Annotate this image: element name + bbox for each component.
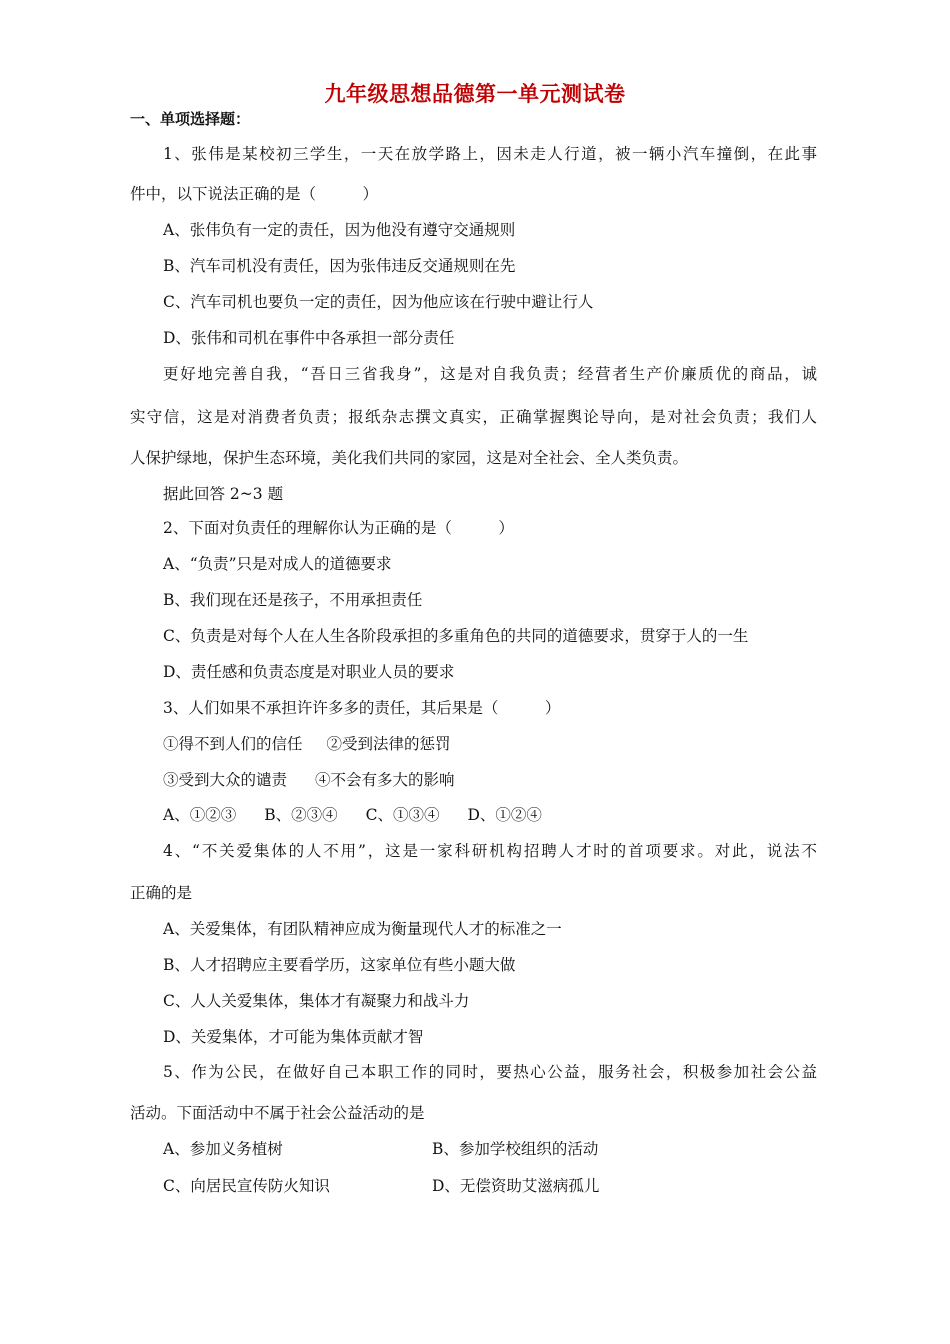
q4-option-d: D、关爱集体，才可能为集体贡献才智 [163,1028,424,1046]
q3-option-a: A、①②③ [163,806,237,824]
q1-stem-line2: 件中，以下说法正确的是（ ） [130,185,379,203]
q3-option-c: C、①③④ [365,806,440,824]
q4-option-a: A、关爱集体，有团队精神应成为衡量现代人才的标准之一 [163,920,562,938]
q3-stem: 3、人们如果不承担许许多多的责任，其后果是（ ） [163,699,561,717]
q4-stem-line2: 正确的是 [130,884,193,902]
q2-option-d: D、责任感和负责态度是对职业人员的要求 [163,663,455,681]
q3-item-4: ④不会有多大的影响 [315,771,455,789]
q4-option-b: B、人才招聘应主要看学历，这家单位有些小题大做 [163,956,516,974]
q1-option-b: B、汽车司机没有责任，因为张伟违反交通规则在先 [163,257,516,275]
q5-option-b: B、参加学校组织的活动 [432,1140,599,1158]
q3-item-3: ③受到大众的谴责 [163,771,288,789]
q2-option-a: A、“负责”只是对成人的道德要求 [163,555,392,573]
passage-line3: 人保护绿地，保护生态环境，美化我们共同的家园，这是对全社会、全人类负责。 [130,449,689,467]
q3-items-row2 [163,770,455,790]
q2-option-c: C、负责是对每个人在人生各阶段承担的多重角色的共同的道德要求，贯穿于人的一生 [163,627,749,645]
q5-option-a: A、参加义务植树 [163,1140,283,1158]
passage-line1: 更好地完善自我，“吾日三省我身”，这是对自我负责；经营者生产价廉质优的商品，诚 [163,365,817,383]
q3-options-row [163,805,542,825]
q2-stem: 2、下面对负责任的理解你认为正确的是（ ） [163,519,514,537]
q4-option-c: C、人人关爱集体，集体才有凝聚力和战斗力 [163,992,470,1010]
q1-option-a: A、张伟负有一定的责任，因为他没有遵守交通规则 [163,221,516,239]
q1-option-d: D、张伟和司机在事件中各承担一部分责任 [163,329,455,347]
q5-stem-line1: 5、作为公民，在做好自己本职工作的同时，要热心公益，服务社会，积极参加社会公益 [163,1063,817,1081]
q5-option-d: D、无偿资助艾滋病孤儿 [432,1177,600,1195]
q5-option-c: C、向居民宣传防火知识 [163,1177,330,1195]
q1-stem-line1: 1、张伟是某校初三学生，一天在放学路上，因未走人行道，被一辆小汽车撞倒，在此事 [163,145,817,163]
passage-line2: 实守信，这是对消费者负责；报纸杂志撰文真实，正确掌握舆论导向，是对社会负责；我们人 [130,408,817,426]
q3-items-row1 [163,734,451,754]
passage-instruction: 据此回答 2~3 题 [163,485,284,503]
q3-item-1: ①得不到人们的信任 [163,735,303,753]
q2-option-b: B、我们现在还是孩子，不用承担责任 [163,591,423,609]
q4-stem-line1: 4、“不关爱集体的人不用”，这是一家科研机构招聘人才时的首项要求。对此，说法不 [163,842,817,860]
q3-option-d: D、①②④ [467,806,542,824]
q1-option-c: C、汽车司机也要负一定的责任，因为他应该在行驶中避让行人 [163,293,594,311]
q3-item-2: ②受到法律的惩罚 [326,735,451,753]
q3-option-b: B、②③④ [264,806,338,824]
page-title: 九年级思想品德第一单元测试卷 [324,82,626,106]
section-heading: 一、单项选择题： [130,110,251,128]
q5-stem-line2: 活动。下面活动中不属于社会公益活动的是 [130,1104,425,1122]
